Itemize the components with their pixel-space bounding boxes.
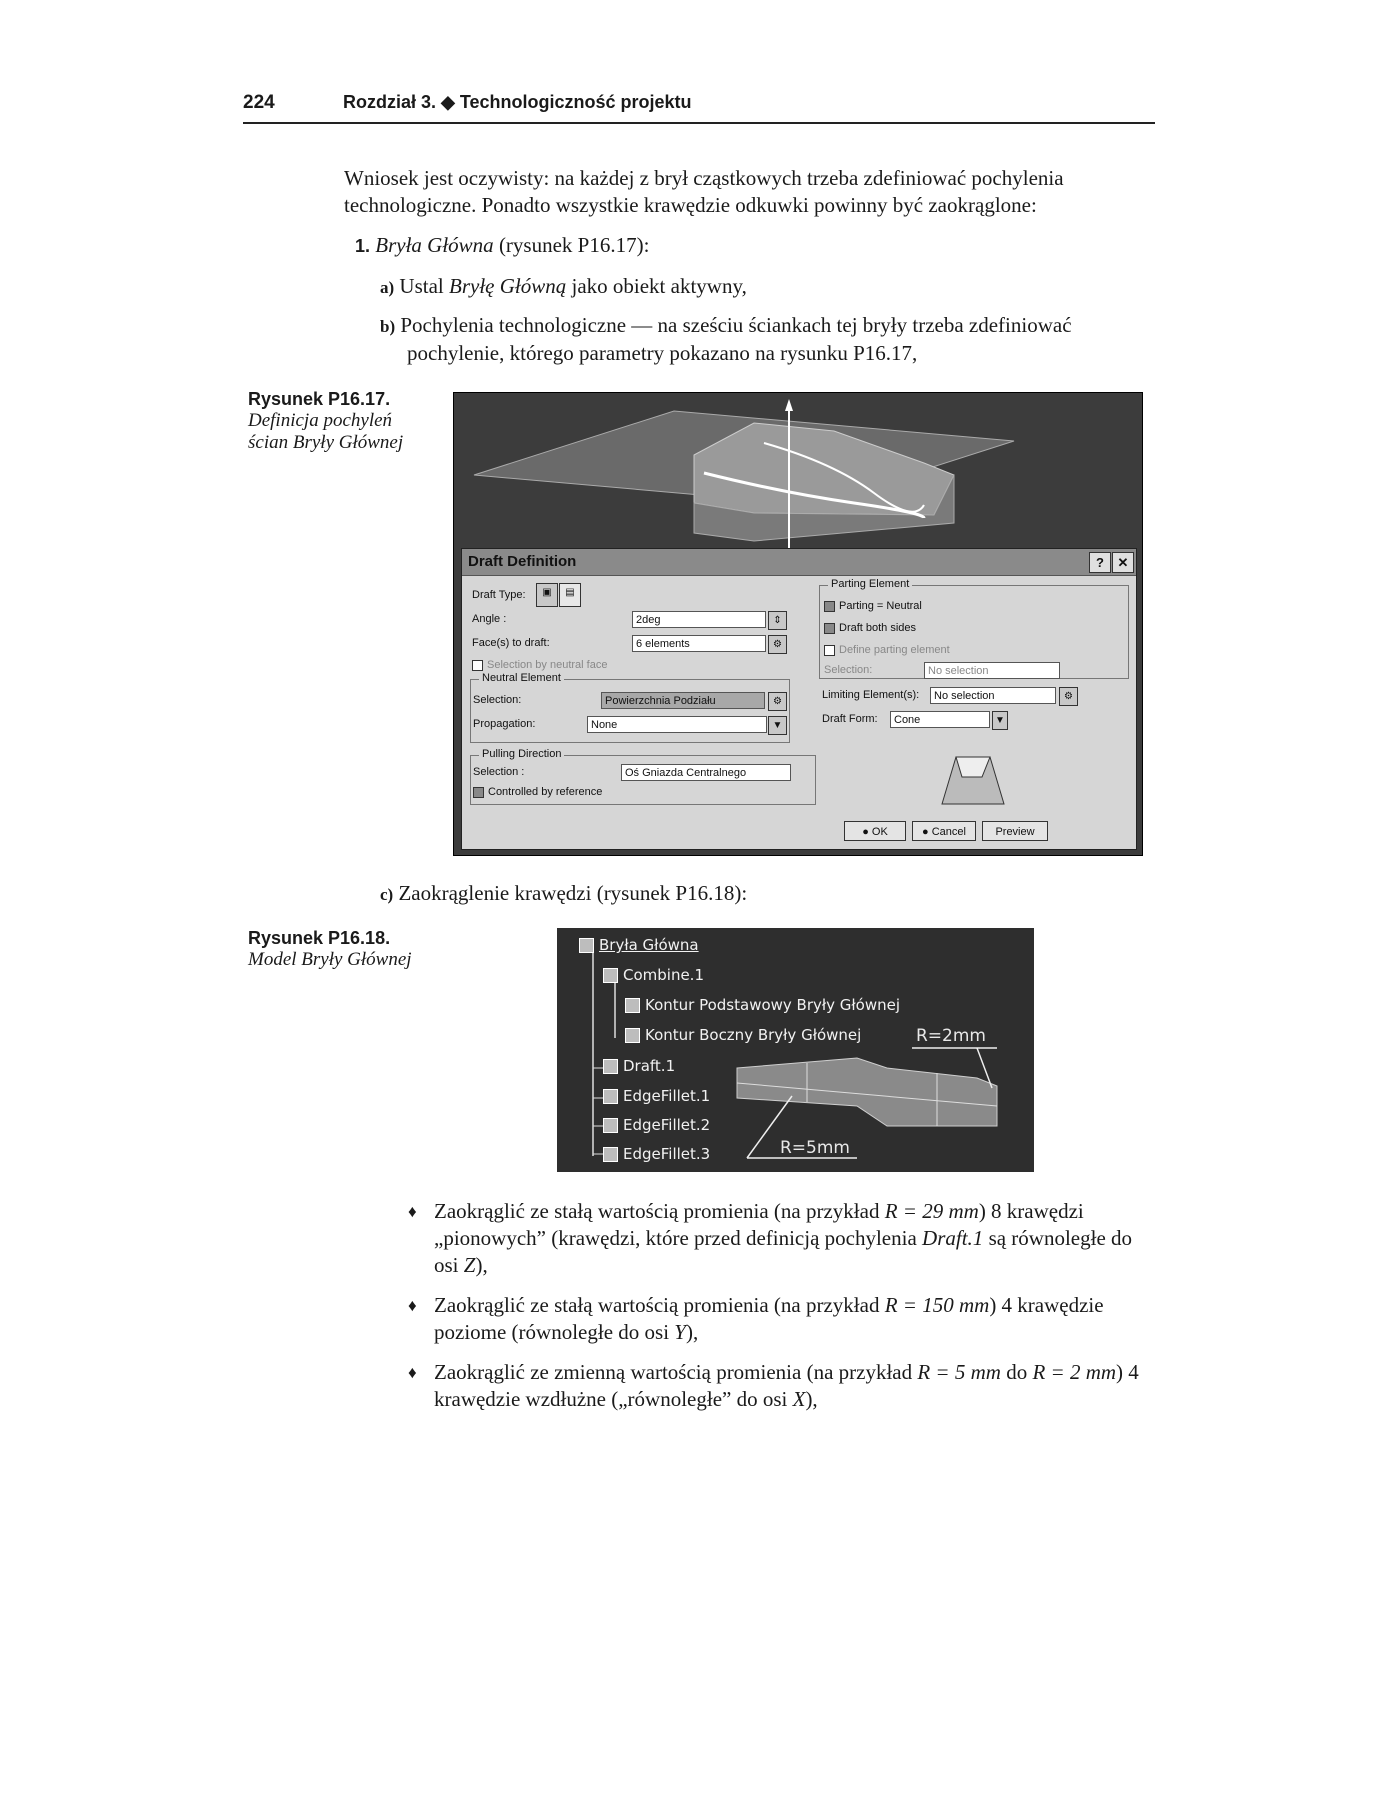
neutral-selection-input[interactable]: Powierzchnia Podziału [601,692,765,709]
caption-desc: Model Bryły Głównej [248,949,412,970]
tree-node-kontur-podstawowy[interactable]: Kontur Podstawowy Bryły Głównej [625,996,900,1014]
combine-icon [603,968,618,983]
bullet-diamond-icon: ♦ [408,1363,417,1382]
figure-draft-definition [453,392,1143,856]
bullet-diamond-icon: ♦ [408,1202,417,1221]
help-button[interactable]: ? [1089,552,1111,573]
item-rest: (rysunek P16.17): [493,233,650,257]
cancel-button[interactable]: ● Cancel [912,821,976,841]
faces-input[interactable]: 6 elements [632,635,766,652]
intro-paragraph: Wniosek jest oczywisty: na każdej z brył cząstkowych trzeba zdefiniować pochylenia technologiczne. Ponadto wszystkie krawędzie odkuwki powinny być zaokrąglone: [344,166,1064,217]
dialog-title: Draft Definition [468,553,577,570]
radius-label-5mm: R=5mm [780,1138,850,1158]
bullet-list [408,1198,1158,1426]
limiting-label: Limiting Element(s): [822,689,920,701]
fillet-icon [603,1118,618,1133]
tree-node-combine[interactable]: Combine.1 [603,966,704,984]
parting-element-group [819,578,1129,679]
draft-icon [603,1059,618,1074]
list-item-b [380,312,1160,367]
figure-caption-2 [248,927,428,971]
draft-type-variable-icon[interactable]: ▤ [559,583,581,607]
pulling-selection-input[interactable]: Oś Gniazda Centralnego [621,764,791,781]
caption-title: Rysunek P16.18. [248,928,391,948]
ok-button[interactable]: ● OK [844,821,906,841]
limiting-selection-icon[interactable]: ⚙ [1059,687,1078,706]
parting-neutral-checkbox[interactable]: Parting = Neutral [824,600,922,612]
item-label: a) [380,278,395,297]
bullet-diamond-icon: ♦ [408,1296,417,1315]
item-text: Zaokrąglenie krawędzi (rysunek P16.18): [398,881,748,905]
axis-arrow-icon [785,399,793,411]
item-text-after: jako obiekt aktywny, [566,274,747,298]
dialog-titlebar [462,549,1136,576]
list-item-c [380,880,747,908]
angle-input[interactable]: 2deg [632,611,766,628]
item-text-italic: Bryłę Główną [449,274,567,298]
limiting-input[interactable]: No selection [930,687,1056,704]
close-button[interactable]: ✕ [1112,552,1134,573]
controlled-by-reference-checkbox[interactable]: Controlled by reference [473,786,602,798]
item-text-before: Ustal [399,274,449,298]
item-text: Pochylenia technologiczne — na sześciu ściankach tej bryły trzeba zdefiniować pochylenie, którego parametry pokazano na rysunku P16.17, [400,313,1072,365]
item-title: Bryła Główna [375,233,494,257]
list-item-1 [355,232,649,260]
angle-spinner-icon[interactable]: ⇕ [768,611,787,630]
tree-node-fillet3[interactable]: EdgeFillet.3 [603,1145,710,1163]
item-number: 1. [355,236,371,256]
parting-group-title: Parting Element [828,578,912,590]
draft-definition-dialog [461,548,1137,850]
draft-form-select[interactable]: Cone [890,711,990,728]
model-viewport [454,393,1142,553]
figure-model-tree [557,928,1034,1172]
neutral-selection-label: Selection: [473,694,522,706]
neutral-selection-icon[interactable]: ⚙ [768,692,787,711]
fillet-icon [603,1089,618,1104]
list-item: ♦ Zaokrąglić ze stałą wartością promienia (na przykład R = 150 mm) 4 krawędzie poziome (równoległe do osi Y), [408,1293,1104,1344]
chevron-down-icon[interactable]: ▼ [992,711,1008,730]
solid-model [737,1058,997,1126]
list-item-a [380,273,747,301]
neutral-element-group [470,672,790,743]
page-number: 224 [243,92,275,113]
draft-form-label: Draft Form: [822,713,878,725]
parting-selection-label: Selection: [824,664,873,676]
chapter-title: Rozdział 3. ◆ Technologiczność projektu [343,92,692,112]
angle-label: Angle : [472,613,507,625]
selection-by-neutral-checkbox[interactable]: Selection by neutral face [472,659,607,671]
propagation-select[interactable]: None [587,716,767,733]
tree-lines [557,928,1034,1172]
running-header [243,92,1155,124]
body-icon [579,938,594,953]
item-label: b) [380,317,396,336]
draft-type-constant-icon[interactable]: ▣ [536,583,558,607]
sketch-icon [625,1028,640,1043]
pulling-group-title: Pulling Direction [479,748,564,760]
preview-button[interactable]: Preview [982,821,1048,841]
define-parting-checkbox[interactable]: Define parting element [824,644,950,656]
tree-node-kontur-boczny[interactable]: Kontur Boczny Bryły Głównej [625,1026,861,1044]
draft-type-label: Draft Type: [472,589,526,601]
chevron-down-icon[interactable]: ▼ [768,716,787,735]
tree-node-draft[interactable]: Draft.1 [603,1057,675,1075]
sketch-icon [625,998,640,1013]
tree-node-fillet2[interactable]: EdgeFillet.2 [603,1116,710,1134]
figure-caption-1 [248,388,428,454]
neutral-group-title: Neutral Element [479,672,564,684]
item-label: c) [380,885,394,904]
tree-root[interactable]: Bryła Główna [579,936,699,954]
faces-label: Face(s) to draft: [472,637,550,649]
draft-preview-icon [932,749,1012,813]
list-item: ♦ Zaokrąglić ze stałą wartością promienia (na przykład R = 29 mm) 8 krawędzi „pionowych” (krawędzi, które przed definicją pochylenia Draft.1 są równoległe do osi Z), [408,1199,1133,1277]
pulling-direction-group [470,748,816,805]
caption-title: Rysunek P16.17. [248,389,391,409]
propagation-label: Propagation: [473,718,536,730]
pulling-selection-label: Selection : [473,766,525,778]
faces-list-icon[interactable]: ⚙ [768,635,787,654]
list-item: ♦ Zaokrąglić ze zmienną wartością promienia (na przykład R = 5 mm do R = 2 mm) 4 krawędzie wzdłużne („równoległe” do osi X), [408,1360,1139,1411]
draft-both-sides-checkbox[interactable]: Draft both sides [824,622,916,634]
caption-desc: Definicja pochyleń ścian Bryły Głównej [248,410,404,453]
tree-node-fillet1[interactable]: EdgeFillet.1 [603,1087,710,1105]
fillet-icon [603,1147,618,1162]
parting-selection-input[interactable]: No selection [924,662,1060,679]
radius-label-2mm: R=2mm [916,1026,986,1046]
